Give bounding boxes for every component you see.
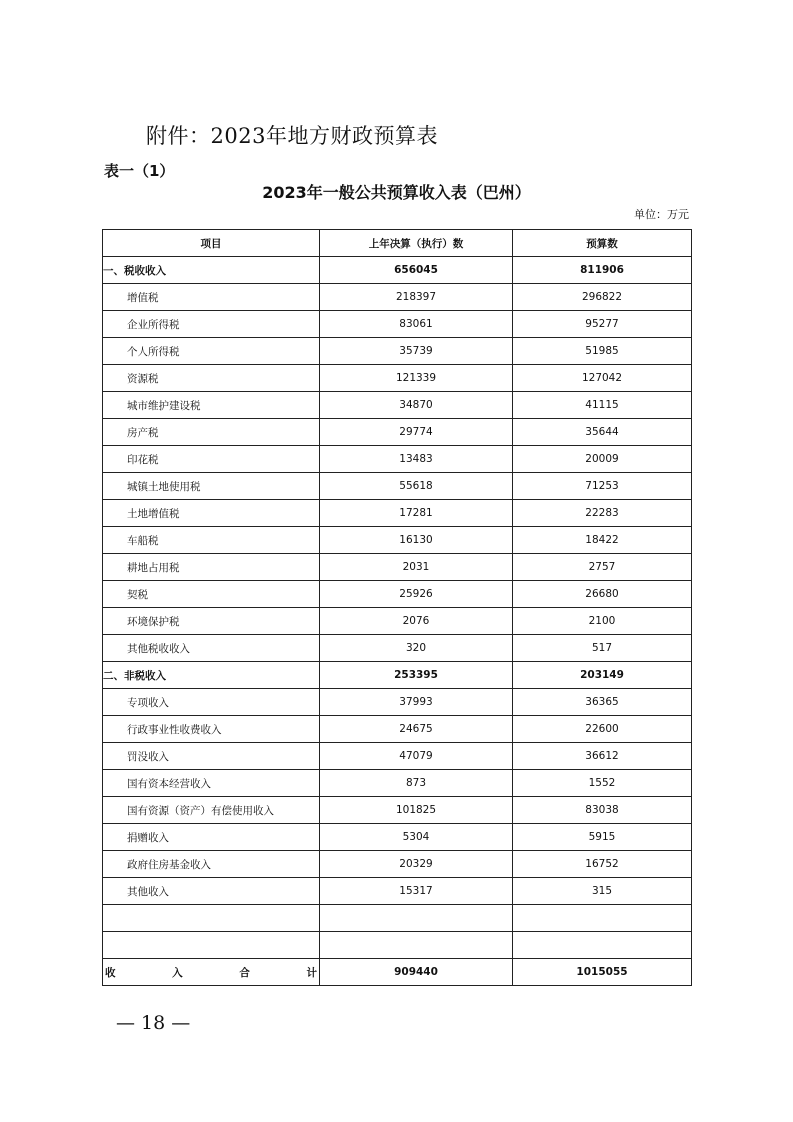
row-prev-value (320, 905, 513, 932)
table-header-row (103, 230, 692, 257)
row-prev-value: 218397 (320, 284, 513, 311)
table-row (103, 365, 692, 392)
row-name: 国有资本经营收入 (103, 770, 320, 797)
table-row (103, 608, 692, 635)
row-name: 国有资源（资产）有偿使用收入 (103, 797, 320, 824)
row-name: 增值税 (103, 284, 320, 311)
row-prev-value: 16130 (320, 527, 513, 554)
row-budget-value: 127042 (513, 365, 692, 392)
row-budget-value: 203149 (513, 662, 692, 689)
column-header-prev: 上年决算（执行）数 (320, 230, 513, 257)
total-label-char: 收 (105, 966, 116, 979)
table-row (103, 770, 692, 797)
table-row (103, 284, 692, 311)
total-budget: 1015055 (513, 959, 692, 986)
column-header-budget: 预算数 (513, 230, 692, 257)
table-row (103, 689, 692, 716)
row-prev-value: 24675 (320, 716, 513, 743)
row-prev-value: 253395 (320, 662, 513, 689)
table-row (103, 905, 692, 932)
row-prev-value: 2031 (320, 554, 513, 581)
table-row (103, 581, 692, 608)
row-budget-value: 26680 (513, 581, 692, 608)
row-budget-value: 5915 (513, 824, 692, 851)
row-prev-value: 37993 (320, 689, 513, 716)
row-budget-value: 36365 (513, 689, 692, 716)
row-prev-value: 13483 (320, 446, 513, 473)
row-prev-value (320, 932, 513, 959)
table-row (103, 851, 692, 878)
row-budget-value: 22600 (513, 716, 692, 743)
row-name: 政府住房基金收入 (103, 851, 320, 878)
row-prev-value: 83061 (320, 311, 513, 338)
table-row (103, 419, 692, 446)
row-budget-value: 811906 (513, 257, 692, 284)
row-name (103, 905, 320, 932)
row-budget-value: 2757 (513, 554, 692, 581)
row-name: 企业所得税 (103, 311, 320, 338)
row-name: 捐赠收入 (103, 824, 320, 851)
row-name: 耕地占用税 (103, 554, 320, 581)
table-row (103, 635, 692, 662)
column-header-item: 项目 (103, 230, 320, 257)
row-name: 房产税 (103, 419, 320, 446)
row-budget-value: 517 (513, 635, 692, 662)
row-prev-value: 35739 (320, 338, 513, 365)
row-budget-value: 18422 (513, 527, 692, 554)
row-budget-value: 296822 (513, 284, 692, 311)
row-name: 土地增值税 (103, 500, 320, 527)
row-budget-value: 71253 (513, 473, 692, 500)
table-number: 表一（1） (104, 162, 175, 180)
row-prev-value: 17281 (320, 500, 513, 527)
table-row (103, 311, 692, 338)
row-prev-value: 20329 (320, 851, 513, 878)
row-prev-value: 320 (320, 635, 513, 662)
table-title: 2023年一般公共预算收入表（巴州） (262, 183, 531, 202)
row-budget-value: 41115 (513, 392, 692, 419)
table-row (103, 797, 692, 824)
row-name: 城镇土地使用税 (103, 473, 320, 500)
budget-table (102, 229, 692, 986)
row-name: 印花税 (103, 446, 320, 473)
row-name: 资源税 (103, 365, 320, 392)
table-row (103, 878, 692, 905)
row-budget-value: 83038 (513, 797, 692, 824)
row-name: 其他收入 (103, 878, 320, 905)
row-name: 其他税收收入 (103, 635, 320, 662)
table-row (103, 932, 692, 959)
row-name: 城市维护建设税 (103, 392, 320, 419)
row-name (103, 932, 320, 959)
row-name: 专项收入 (103, 689, 320, 716)
table-row (103, 473, 692, 500)
row-name: 罚没收入 (103, 743, 320, 770)
row-name: 一、税收收入 (103, 257, 320, 284)
attachment-title: 附件：2023年地方财政预算表 (146, 124, 438, 148)
row-budget-value (513, 905, 692, 932)
row-name: 环境保护税 (103, 608, 320, 635)
total-label (103, 959, 320, 986)
row-budget-value: 315 (513, 878, 692, 905)
total-label-char: 合 (239, 966, 250, 979)
row-prev-value: 47079 (320, 743, 513, 770)
row-budget-value: 2100 (513, 608, 692, 635)
row-budget-value: 35644 (513, 419, 692, 446)
row-prev-value: 873 (320, 770, 513, 797)
row-prev-value: 15317 (320, 878, 513, 905)
row-budget-value: 36612 (513, 743, 692, 770)
table-row (103, 338, 692, 365)
row-name: 二、非税收入 (103, 662, 320, 689)
total-prev: 909440 (320, 959, 513, 986)
table-row (103, 257, 692, 284)
row-prev-value: 5304 (320, 824, 513, 851)
table-row (103, 716, 692, 743)
unit-label: 单位：万元 (634, 208, 689, 221)
row-prev-value: 55618 (320, 473, 513, 500)
row-prev-value: 656045 (320, 257, 513, 284)
total-label-char: 计 (306, 966, 317, 979)
row-budget-value (513, 932, 692, 959)
table-row (103, 446, 692, 473)
row-budget-value: 20009 (513, 446, 692, 473)
row-prev-value: 25926 (320, 581, 513, 608)
row-name: 行政事业性收费收入 (103, 716, 320, 743)
row-prev-value: 121339 (320, 365, 513, 392)
table-row (103, 824, 692, 851)
table-row (103, 500, 692, 527)
row-budget-value: 16752 (513, 851, 692, 878)
row-budget-value: 95277 (513, 311, 692, 338)
row-budget-value: 22283 (513, 500, 692, 527)
page-number: — 18 — (116, 1012, 191, 1034)
table-row (103, 392, 692, 419)
table-row (103, 743, 692, 770)
row-budget-value: 51985 (513, 338, 692, 365)
row-prev-value: 29774 (320, 419, 513, 446)
row-name: 车船税 (103, 527, 320, 554)
row-name: 契税 (103, 581, 320, 608)
row-prev-value: 101825 (320, 797, 513, 824)
table-row (103, 662, 692, 689)
row-name: 个人所得税 (103, 338, 320, 365)
row-prev-value: 2076 (320, 608, 513, 635)
total-label-char: 入 (172, 966, 183, 979)
row-prev-value: 34870 (320, 392, 513, 419)
row-budget-value: 1552 (513, 770, 692, 797)
table-row (103, 527, 692, 554)
table-row (103, 554, 692, 581)
total-row (103, 959, 692, 986)
